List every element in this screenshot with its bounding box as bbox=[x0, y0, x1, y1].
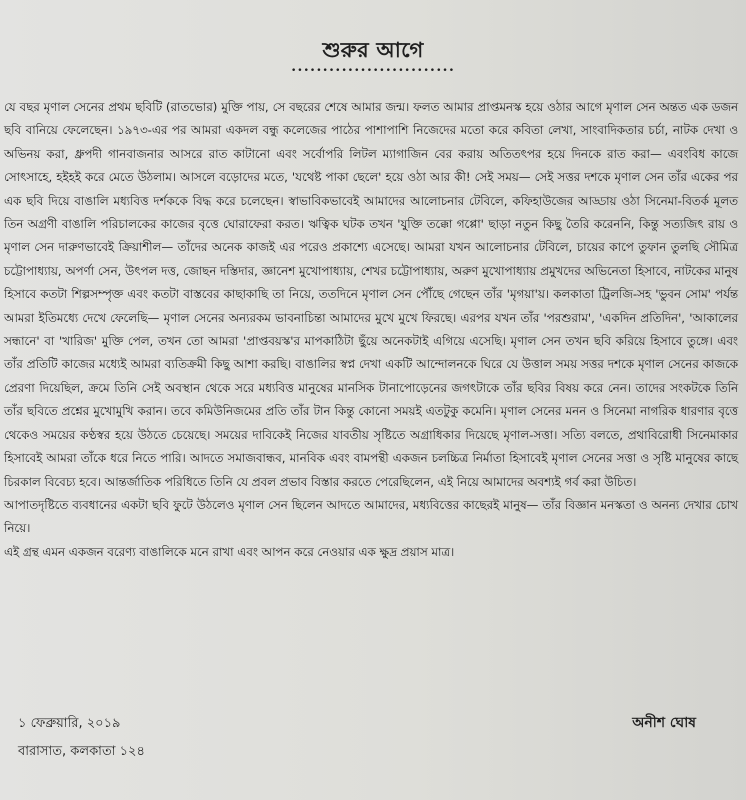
title-ornament-dots: •••••••••••••••••••••••••• bbox=[290, 66, 456, 76]
author-signature: অনীশ ঘোষ bbox=[632, 715, 696, 731]
paragraph-1: যে বছর মৃণাল সেনের প্রথম ছবিটি (রাতভোর) মুক্তি পায়, সে বছরের শেষে আমার জন্ম। ফলত আমার প্রাপ্তমনস্ক হয়ে ওঠার আগে মৃণাল সেন অন্তত এক ডজন ছবি বানিয়ে ফেলেছেন। ১৯৭৩-এর পর আমরা একদল বন্ধু কলেজের পাঠের পাশাপাশি নিজেদের মতো করে কবিতা লেখা, সাংবাদিকতার চর্চা, নাটক দেখা ও অভিনয় করা, ধ্রুপদী গানবাজনার আসরে রাত কাটানো এবং সর্বোপরি লিটল ম্যাগাজিন বের করায় অতিতৎপর হয়ে দিনকে রাত করা— এবংবিধ কাজে সোৎসাহে, হইহই করে মেতে উঠলাম। আসলে বড়োদের মতে, 'যথেষ্ট পাকা ছেলে' হয়ে ওঠা আর কী! সেই সময়— সেই সত্তর দশকে মৃণাল সেন তাঁর একের পর এক ছবি দিয়ে বাঙালি মধ্যবিত্ত দর্শককে বিদ্ধ করে চলেছেন। স্বাভাবিকভাবেই আমাদের আলোচনার টেবিলে, কফিহাউজের আড্ডায় ওঠা সিনেমা-বিতর্ক মূলত তিন অগ্রণী বাঙালি পরিচালকের কাজের বৃত্তে ঘোরাফেরা করত। ঋত্বিক ঘটক তখন 'যুক্তি তক্কো গপ্পো' ছাড়া নতুন কিছু তৈরি করেননি, কিন্তু সত্যজিৎ রায় ও মৃণাল সেন দারুণভাবেই ক্রিয়াশীল— তাঁদের অনেক কাজই এর পরেও প্রকাশ্যে এসেছে। আমরা যখন আলোচনার টেবিলে, চায়ের কাপে তুফান তুলছি সৌমিত্র চট্টোপাধ্যায়, অপর্ণা সেন, উৎপল দত্ত, জোছন দস্তিদার, জ্ঞানেশ মুখোপাধ্যায়, শেখর চট্টোপাধ্যায়, অরুণ মুখোপাধ্যায় প্রমুখদের অভিনেতা হিসাবে, নাটকের মানুষ হিসাবে কতটা শিল্পসম্পৃক্ত এবং কতটা বাস্তবের কাছাকাছি তা নিয়ে, ততদিনে মৃণাল সেন পৌঁছে গেছেন তাঁর 'মৃগয়া'য়। কলকাতা ট্রিলজি-সহ 'ভুবন সোম' পর্যন্ত আমরা ইতিমধ্যে দেখে ফেলেছি— মৃণাল সেনের অন্যরকম ভাবনাচিন্তা আমাদের মুখে মুখে ফিরছে। এরপর যখন তাঁর 'পরশুরাম', 'একদিন প্রতিদিন', 'আকালের সন্ধানে' বা 'খারিজ' মুক্তি পেল, তখন তো আমরা 'প্রাপ্তবয়স্ক'র মাপকাঠিটা ছুঁয়ে অনেকটাই এগিয়ে এসেছি। মৃণাল সেন তখন ছবি করিয়ে হিসাবে তুঙ্গে। এবং তাঁর প্রতিটি কাজের মধ্যেই আমরা ব্যতিক্রমী কিছু আশা করছি। বাঙালির স্বপ্ন দেখা একটি আন্দোলনকে ঘিরে যে উত্তাল সময় সত্তর দশকে মৃণাল সেনের কাজকে প্রেরণা দিয়েছিল, ক্রমে তিনি সেই অবস্থান থেকে সরে মধ্যবিত্ত মানুষের মানসিক টানাপোড়েনের জগৎটাকে তাঁর ছবির বিষয় করে নেন। তাদের সংকটকে তিনি তাঁর ছবিতে প্রশ্নের মুখোমুখি করান। তবে কমিউনিজমের প্রতি তাঁর টান কিন্তু কোনো সময়ই এতটুকু কমেনি। মৃণাল সেনের মনন ও সিনেমা নাগরিক ধারণার বৃত্তে থেকেও সময়ের কণ্ঠস্বর হয়ে উঠতে চেয়েছে। সময়ের দাবিকেই নিজের যাবতীয় সৃষ্টিতে অগ্রাধিকার দিয়েছে মৃণাল-সত্তা। সত্যি বলতে, প্রথাবিরোধী সিনেমাকার হিসাবেই আমরা তাঁকে ধরে নিতে পারি। আদতে সমাজবান্ধব, মানবিক এবং বামপন্থী একজন চলচ্চিত্র নির্মাতা হিসাবেই মৃণাল সেনের সত্তা ও সৃষ্টি মানুষের কাছে চিরকাল বিবেচ্য হবে। আন্তর্জাতিক পরিধিতে তিনি যে প্রবল প্রভাব বিস্তার করতে পেরেছিলেন, এই নিয়ে আমাদের অবশ্যই গর্ব করা উচিত। bbox=[4, 100, 738, 489]
page-title: শুরুর আগে bbox=[322, 38, 424, 62]
date-line: ১ ফেব্রুয়ারি, ২০১৯ bbox=[18, 716, 121, 731]
preface-body bbox=[4, 96, 738, 564]
paragraph-3: এই গ্রন্থ এমন একজন বরেণ্য বাঙালিকে মনে রাখা এবং আপন করে নেওয়ার এক ক্ষুদ্র প্রয়াস মাত্র। bbox=[4, 544, 455, 559]
place-line: বারাসাত, কলকাতা ১২৪ bbox=[18, 744, 145, 759]
paragraph-2: আপাতদৃষ্টিতে ব্যবধানের একটা ছবি ফুটে উঠলেও মৃণাল সেন ছিলেন আদতে আমাদের, মধ্যবিত্তের কাছেরই মানুষ— তাঁর বিজ্ঞান মনস্কতা ও অনন্য দেখার চোখ নিয়ে। bbox=[4, 497, 738, 536]
